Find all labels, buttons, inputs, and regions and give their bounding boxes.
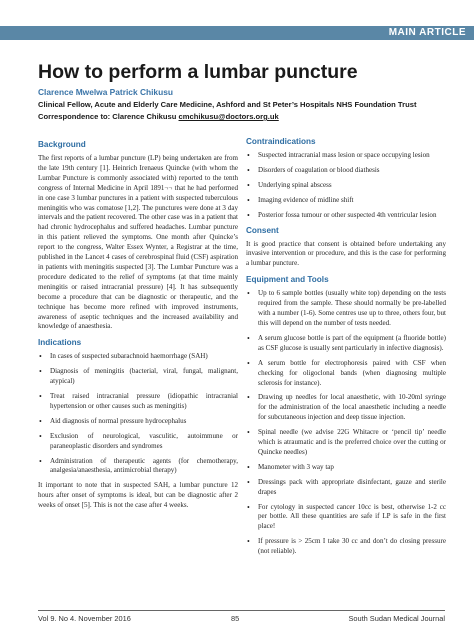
list-item: • Disorders of coagulation or blood diathesis bbox=[246, 166, 446, 176]
right-column bbox=[246, 137, 446, 562]
footer-journal: South Sudan Medical Journal bbox=[348, 614, 445, 623]
section-label: MAIN ARTICLE bbox=[388, 27, 466, 38]
header-bar bbox=[0, 26, 474, 40]
list-item: • For cytology in suspected cancer 10cc is best, otherwise 1-2 cc per bottle. All these quantities are safe if LP is safe in the first place! bbox=[246, 503, 446, 533]
list-item: • Up to 6 sample bottles (usually white top) depending on the tests required from the sample. These should normally be pre-labelled with a number (1-6). Some centres use up to three, others four, but this will depend on the number of tests needed. bbox=[246, 289, 446, 329]
equipment-list bbox=[246, 289, 446, 557]
footer-divider bbox=[38, 610, 445, 611]
correspondence-label: Correspondence to: Clarence Chikusu bbox=[38, 112, 179, 121]
list-item: • Aid diagnosis of normal pressure hydrocephalus bbox=[38, 417, 238, 427]
list-item: • Administration of therapeutic agents (for chemotherapy, analgesia/anaesthesia, antimicrobial therapy) bbox=[38, 457, 238, 477]
indications-list bbox=[38, 352, 238, 476]
list-item: • Drawing up needles for local anaesthetic, with 10-20ml syringe for the administration of the local anaesthetic including a needle for subcutaneous injection and deep tissue injection. bbox=[246, 393, 446, 423]
list-item: • Suspected intracranial mass lesion or space occupying lesion bbox=[246, 151, 446, 161]
background-heading: Background bbox=[38, 140, 86, 149]
list-item: • If pressure is > 25cm I take 30 cc and don’t do closing pressure (not reliable). bbox=[246, 537, 446, 557]
consent-heading: Consent bbox=[246, 225, 279, 235]
contraindications-list bbox=[246, 151, 446, 221]
article-authors: Clarence Mwelwa Patrick Chikusu bbox=[38, 87, 173, 97]
correspondence-email-link[interactable]: cmchikusu@doctors.org.uk bbox=[178, 112, 279, 121]
list-item: • A serum glucose bottle is part of the equipment (a fluoride bottle) as CSF glucose is usually sent particularly in infective diagnosis). bbox=[246, 334, 446, 354]
list-item: • Manometer with 3 way tap bbox=[246, 463, 446, 473]
footer-volume: Vol 9. No 4. November 2016 bbox=[38, 614, 131, 623]
list-item: • In cases of suspected subarachnoid haemorrhage (SAH) bbox=[38, 352, 238, 362]
list-item: • Dressings pack with appropriate disinfectant, gauze and sterile drapes bbox=[246, 478, 446, 498]
list-item: • A serum bottle for electrophoresis paired with CSF when checking for oligoclonal bands (when diagnosing multiple sclerosis for instance). bbox=[246, 359, 446, 389]
list-item: • Treat raised intracranial pressure (idiopathic intracranial hypertension or other causes such as meningitis) bbox=[38, 392, 238, 412]
article-title: How to perform a lumbar puncture bbox=[38, 61, 358, 83]
correspondence bbox=[38, 112, 279, 121]
article-affiliation: Clinical Fellow, Acute and Elderly Care Medicine, Ashford and St Peter’s Hospitals NHS Foundation Trust bbox=[38, 100, 417, 109]
indications-heading: Indications bbox=[38, 338, 82, 348]
equipment-heading: Equipment and Tools bbox=[246, 275, 329, 285]
contraindications-heading: Contraindications bbox=[246, 137, 316, 146]
background-paragraph: The first reports of a lumbar puncture (LP) being undertaken are from the late 19th century [1]. Heinrich Irenaeus Quincke (with whom the Lumbar Puncture is commonly associated with) reported to the tenth congress of Internal Medicine in April 1891¬¬ that he had performed in one case 3 lumbar punctures in a patient with suspected tuberculous meningitis who was comatose [1,2]. The punctures were done at 3 day intervals and the patient recovered. The other case was in a patient that had chronic hydrocephalus and suffered headaches. Lumbar puncture in this patient relieved the symptoms. One month after Quincke’s report to the congress, Walter Essex Wynter, a Registrar at the time, published in the Lancet 4 cases of cerebrospinal fluid (CSF) aspiration in patients with meningitis suspected [3]. The Lumbar Puncture was a procedure dedicated to the relief of symptoms (at that time mainly meningitis or raised intracranial pressure) [4]. It has subsequently become a procedure that can be diagnostic or therapeutic, and the technique has become more refined with improved instruments, awareness of aseptic techniques and the increased availability and knowledge of anaesthesia. bbox=[38, 154, 238, 331]
list-item: • Posterior fossa tumour or other suspected 4th ventricular lesion bbox=[246, 211, 446, 221]
list-item: • Underlying spinal abscess bbox=[246, 181, 446, 191]
left-column bbox=[38, 140, 238, 511]
page-number: 85 bbox=[231, 614, 240, 623]
list-item: • Diagnosis of meningitis (bacterial, viral, fungal, malignant, atypical) bbox=[38, 367, 238, 387]
list-item: • Exclusion of neurological, vasculitic, autoimmune or paraneoplastic disorders and syndromes bbox=[38, 432, 238, 452]
list-item: • Spinal needle (we advise 22G Whitacre or ‘pencil tip’ needle which is atraumatic and is the preferred choice over the cutting or Quincke needles) bbox=[246, 428, 446, 458]
consent-paragraph: It is good practice that consent is obtained before undertaking any invasive intervention or procedure, and this is the case for performing a lumbar puncture. bbox=[246, 239, 446, 268]
indications-note: It important to note that in suspected SAH, a lumbar puncture 12 hours after onset of symptoms is ideal, but can be diagnostic after 2 weeks of onset [5]. This is not the case after 4 weeks. bbox=[38, 481, 238, 510]
list-item: • Imaging evidence of midline shift bbox=[246, 196, 446, 206]
